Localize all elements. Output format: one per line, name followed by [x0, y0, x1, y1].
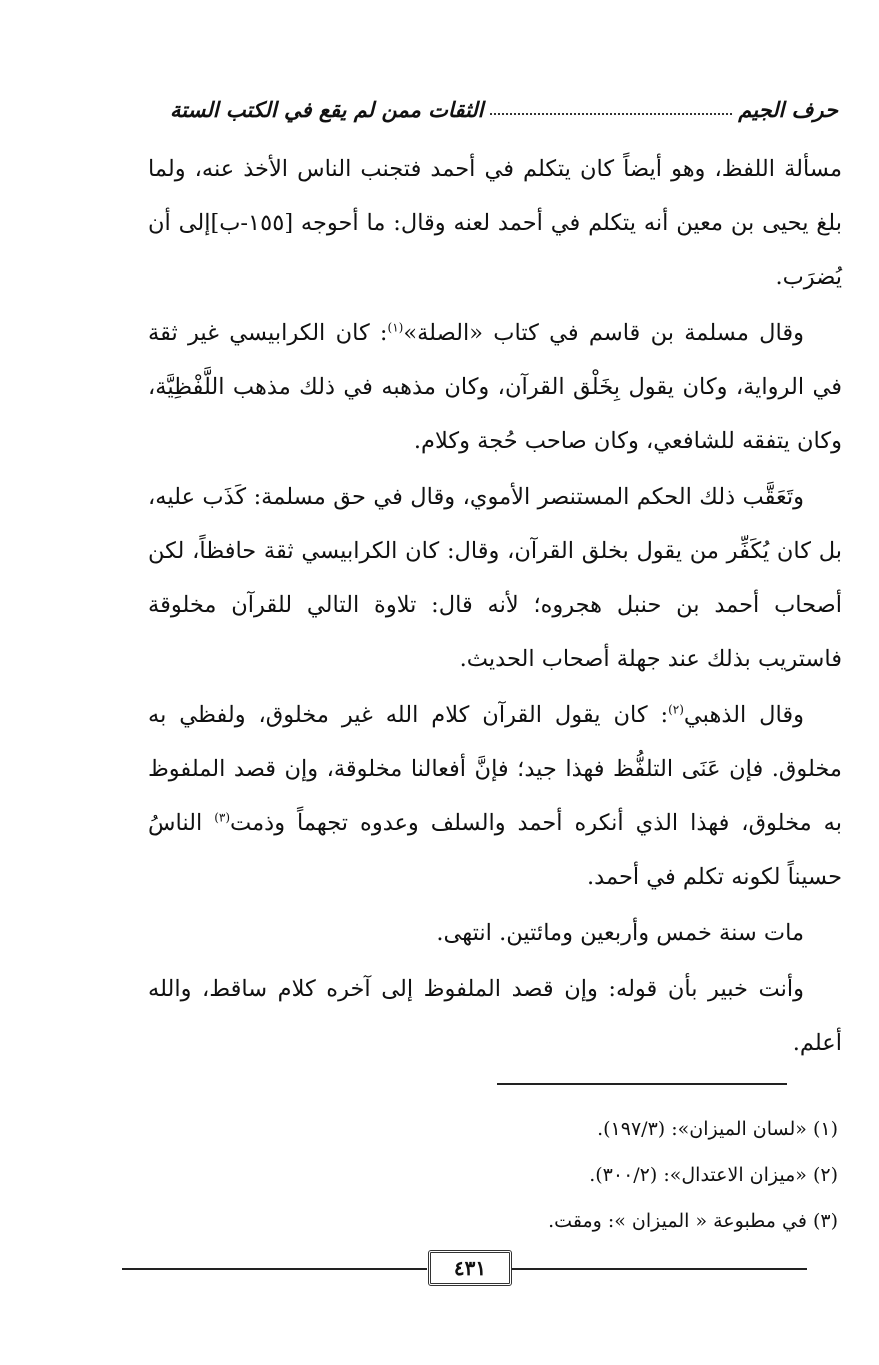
- page-number: ٤٣١: [428, 1250, 512, 1286]
- paragraph-2-start: وقال مسلمة بن قاسم في كتاب «الصلة»: [403, 320, 804, 346]
- paragraph-3: وتَعَقَّب ذلك الحكم المستنصر الأموي، وقال في حق مسلمة: كَذَب عليه، بل كان يُكَفِّر من يقول بخلق القرآن، وقال: كان الكرابيسي ثقة حافظاً، لكن أصحاب أحمد بن حنبل هجروه؛ لأنه قال: تلاوة التالي للقرآن مخلوقة فاستريب بذلك عند جهلة أصحاب الحديث.: [148, 484, 842, 672]
- paragraph-4-start: وقال الذهبي: [683, 702, 804, 728]
- header-dot-leader: [490, 113, 733, 115]
- paragraph-2: [148, 306, 842, 468]
- paragraph-4: [148, 688, 842, 904]
- bottom-rule-left: [122, 1268, 427, 1270]
- footnote-1: (١) «لسان الميزان»: (١٩٧/٣).: [597, 1118, 838, 1140]
- footnote-ref-2: (٢): [668, 702, 684, 717]
- footnotes: [300, 1106, 838, 1244]
- footnote-ref-1: (١): [387, 320, 404, 335]
- bottom-rule-right: [512, 1268, 807, 1270]
- paragraph-1: مسألة اللفظ، وهو أيضاً كان يتكلم في أحمد فتجنب الناس الأخذ عنه، ولما بلغ يحيى بن معين أنه يتكلم في أحمد لعنه وقال: ما أحوجه [١٥٥-ب]إلى أن يُضرَب.: [148, 156, 842, 290]
- footnote-separator: [497, 1083, 787, 1085]
- chapter-title: حرف الجيم: [738, 97, 838, 122]
- main-text: [148, 142, 842, 1070]
- paragraph-6: وأنت خبير بأن قوله: وإن قصد الملفوظ إلى آخره كلام ساقط، والله أعلم.: [148, 976, 842, 1056]
- footnote-ref-3: (٣): [214, 810, 231, 825]
- paragraph-5: مات سنة خمس وأربعين ومائتين. انتهى.: [436, 920, 804, 946]
- paragraph-4-middle: : كان يقول القرآن كلام الله غير مخلوق، ولفظي به مخلوق. فإن عَنَى التلفُّظ فهذا جيد؛ فإنَّ أفعالنا مخلوقة، وإن قصد الملفوظ به مخلوق، فهذا الذي أنكره أحمد والسلف وعدوه تجهماً وذمت: [148, 702, 842, 836]
- footnote-3: (٣) في مطبوعة « الميزان »: ومقت.: [548, 1210, 838, 1232]
- footnote-2: (٢) «ميزان الاعتدال»: (٣٠٠/٢).: [589, 1164, 838, 1186]
- section-title: الثقات ممن لم يقع في الكتب الستة: [170, 97, 484, 122]
- paragraph-4-end: الناسُ حسيناً لكونه تكلم في أحمد.: [148, 810, 842, 890]
- paragraph-2-end: : كان الكرابيسي غير ثقة في الرواية، وكان يقول بِخَلْق القرآن، وكان مذهبه في ذلك مذهب اللَّفْظِيَّة، وكان يتفقه للشافعي، وكان صاحب حُجة وكلام.: [148, 320, 842, 454]
- running-header: [170, 82, 838, 122]
